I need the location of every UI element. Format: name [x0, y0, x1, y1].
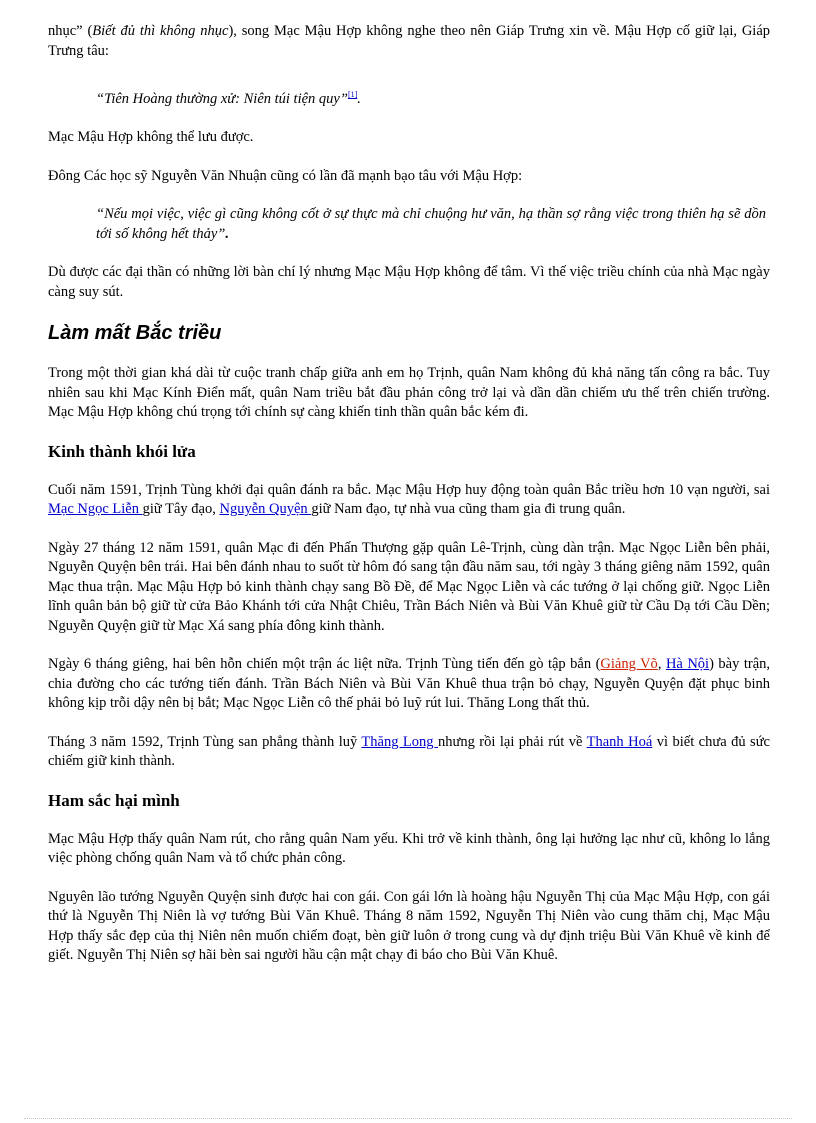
link-nguyen-quyen[interactable]: Nguyễn Quyện — [219, 501, 312, 518]
link-giang-vo[interactable]: Giảng Võ — [600, 656, 658, 673]
paragraph-9: Tháng 3 năm 1592, Trịnh Tùng san phẳng thành luỹ Thăng Long nhưng rồi lại phải rút về Thanh Hoá vì biết chưa đủ sức chiếm giữ kinh thành. — [48, 733, 770, 770]
paragraph-2: Mạc Mậu Hợp không thể lưu được. — [48, 129, 254, 146]
quote-1: “Tiên Hoàng thường xử: Niên túi tiện quy”[1]. — [96, 90, 361, 107]
link-ha-noi[interactable]: Hà Nội — [665, 656, 710, 673]
section-heading: Làm mất Bắc triều — [48, 322, 222, 345]
paragraph-6: Cuối năm 1591, Trịnh Tùng khởi đại quân đánh ra bắc. Mạc Mậu Hợp huy động toàn quân Bắc triều hơn 10 vạn người, sai Mạc Ngọc Liễn giữ Tây đạo, Nguyễn Quyện giữ Nam đạo, tự nhà vua cũng tham gia đi trung quân. — [48, 481, 770, 518]
subsection-heading: Kinh thành khói lửa — [48, 441, 196, 461]
link-thanh-hoa[interactable]: Thanh Hoá — [586, 733, 653, 750]
footnote-link[interactable]: [1] — [347, 90, 358, 99]
paragraph-4: Dù được các đại thần có những lời bàn chí lý nhưng Mạc Mậu Hợp không để tâm. Vì thế việc triều chính của nhà Mạc ngày càng suy sút. — [48, 264, 770, 300]
paragraph-10: Mạc Mậu Hợp thấy quân Nam rút, cho rằng quân Nam yếu. Khi trở về kinh thành, ông lại hưởng lạc như cũ, không lo lắng việc phòng chống quân Nam và tổ chức phản công. — [48, 830, 770, 867]
paragraph-5: Trong một thời gian khá dài từ cuộc tranh chấp giữa anh em họ Trịnh, quân Nam không đủ khả năng tấn công ra bắc. Tuy nhiên sau khi Mạc Kính Điển mất, quân Nam triều bắt đầu phản công trở lại và dần dần chiếm ưu thế trên chiến trường. Mạc Mậu Hợp không chú trọng tới chính sự càng khiến tinh thần quân bắc kém đi. — [48, 365, 770, 421]
link-mac-ngoc-lien[interactable]: Mạc Ngọc Liễn — [48, 501, 143, 518]
document-page — [48, 22, 770, 966]
paragraph-3: Đông Các học sỹ Nguyễn Văn Nhuận cũng có lần đã mạnh bạo tâu với Mậu Hợp: — [48, 167, 523, 184]
paragraph-1: nhục” (Biết đủ thì không nhục), song Mạc Mậu Hợp không nghe theo nên Giáp Trưng xin về. Mậu Hợp cố giữ lại, Giáp Trưng tâu: — [48, 23, 771, 59]
page-divider — [24, 1118, 792, 1119]
subsection-heading: Ham sắc hại mình — [48, 790, 180, 810]
paragraph-11: Nguyên lão tướng Nguyễn Quyện sinh được hai con gái. Con gái lớn là hoàng hậu Nguyễn Thị của Mạc Mậu Hợp, con gái thứ là Nguyễn Thị Niên là vợ tướng Bùi Văn Khuê. Tháng 8 năm 1592, Nguyễn Thị Niên vào cung thăm chị, Mạc Mậu Hợp thấy sắc đẹp của thị Niên nên muốn chiếm đoạt, bèn giữ luôn ở trong cung và dự định triệu Bùi Văn Khuê về kinh để giết. Nguyễn Thị Niên sợ hãi bèn sai người hầu cận mật chạy đi báo cho Bùi Văn Khuê. — [48, 888, 770, 964]
paragraph-7: Ngày 27 tháng 12 năm 1591, quân Mạc đi đến Phấn Thượng gặp quân Lê-Trịnh, cùng dàn trận. Mạc Ngọc Liễn bên phải, Nguyễn Quyện bên trái. Hai bên đánh nhau to suốt từ hôm đó sang tận đầu năm sau, tới ngày 3 tháng giêng năm 1592, quân Mạc thua trận. Mạc Mậu Hợp bỏ kinh thành chạy sang Bồ Đề, để Mạc Ngọc Liễn và các tướng ở lại chống giữ. Ngọc Liễn lĩnh quân bản bộ giữ từ cửa Bảo Khánh tới cửa Nhật Chiêu, Trần Bách Niên và Bùi Văn Khuê giữ từ Cầu Dạ tới Cầu Dền; Nguyễn Quyện giữ từ Mạc Xá sang phía đông kinh thành. — [48, 539, 770, 634]
quote-2: “Nếu mọi việc, việc gì cũng không cốt ở sự thực mà chỉ chuộng hư văn, hạ thần sợ rằng việc trong thiên hạ sẽ dồn tới số không hết thảy”. — [96, 206, 766, 242]
paragraph-8: Ngày 6 tháng giêng, hai bên hỗn chiến một trận ác liệt nữa. Trịnh Tùng tiến đến gò tập bắn (Giảng Võ, Hà Nội) bày trận, chia đường cho các tướng tiến đánh. Trần Bách Niên và Bùi Văn Khuê thua trận bỏ chạy, Nguyễn Quyện đặt phục binh không kịp trỗi dậy nên bị bắt; Mạc Ngọc Liễn cô thế phải bỏ luỹ rút lui. Thăng Long thất thủ. — [48, 656, 771, 712]
link-thang-long[interactable]: Thăng Long — [361, 733, 438, 750]
emphasis: Biết đủ thì không nhục — [92, 23, 229, 39]
